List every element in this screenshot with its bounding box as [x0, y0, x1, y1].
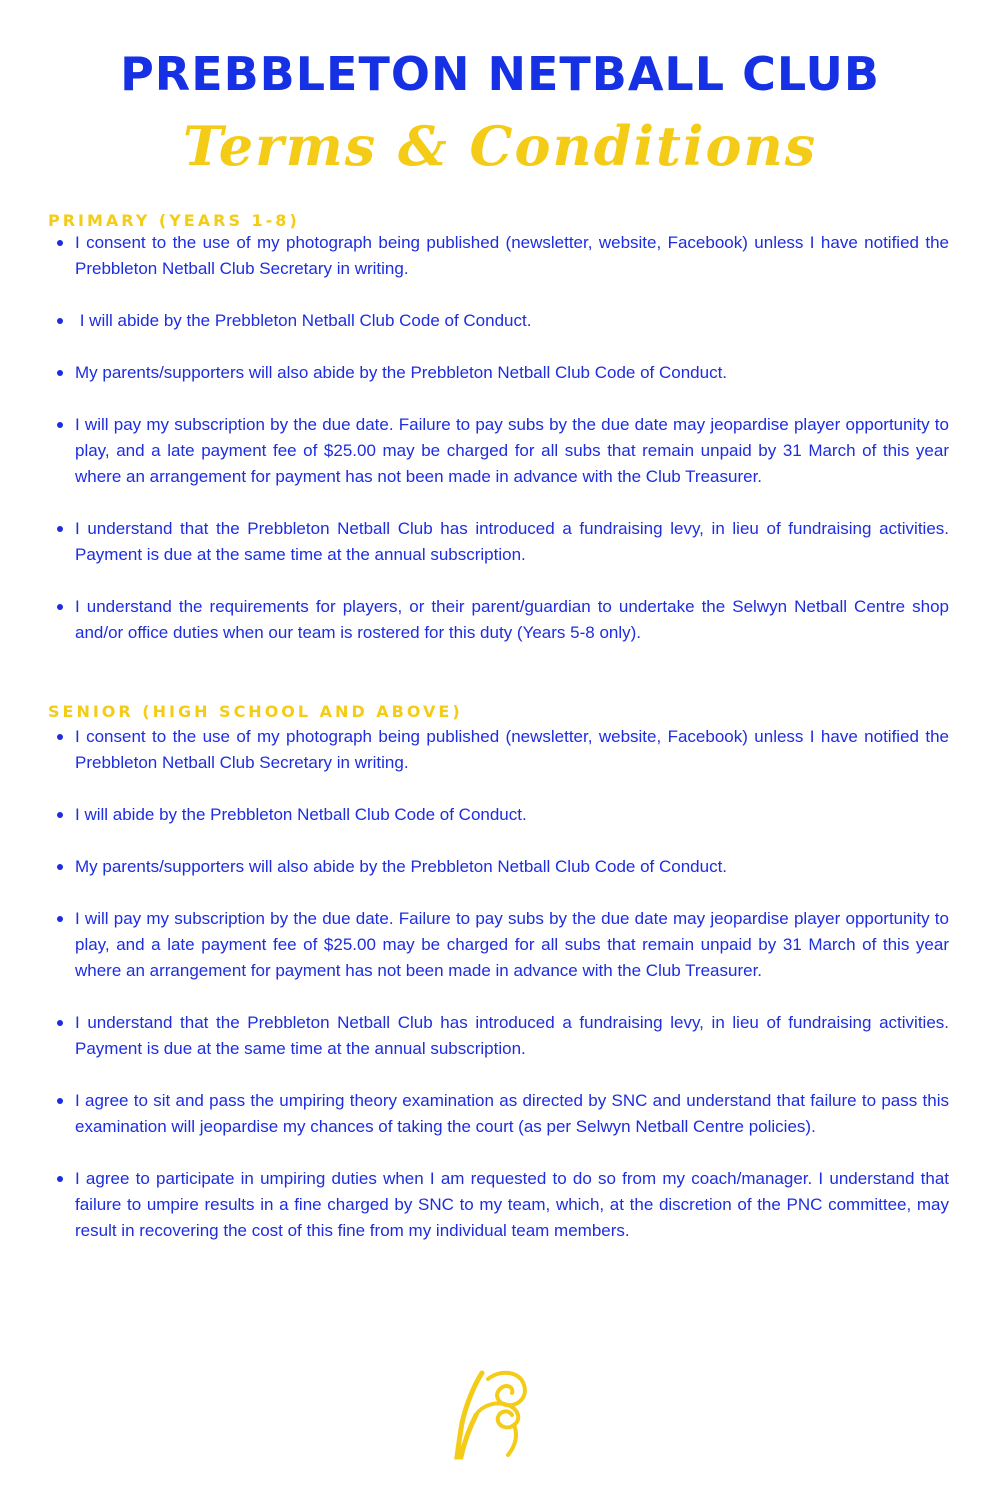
- list-item-text: I consent to the use of my photograph being published (newsletter, website, Facebook) unless I have notified the Prebbleton Netball Club Secretary in writing.: [75, 233, 949, 278]
- list-item-text: I will pay my subscription by the due date. Failure to pay subs by the due date may jeopardise player opportunity to play, and a late payment fee of $25.00 may be charged for all subs that remain unpaid by 31 March of this year where an arrangement for payment has not been made in advance with the Club Treasurer.: [75, 415, 949, 486]
- list-item-text: I consent to the use of my photograph being published (newsletter, website, Facebook) unless I have notified the Prebbleton Netball Club Secretary in writing.: [75, 727, 949, 772]
- bullet-icon: [57, 370, 63, 376]
- bullet-icon: [57, 916, 63, 922]
- list-item-text: I agree to sit and pass the umpiring theory examination as directed by SNC and understand that failure to pass this examination will jeopardise my chances of taking the court (as per Selwyn Netball Centre policies).: [75, 1091, 949, 1136]
- list-item: [56, 802, 949, 828]
- list-item-text: I agree to participate in umpiring duties when I am requested to do so from my coach/manager. I understand that failure to umpire results in a fine charged by SNC to my team, which, at the discretion of the PNC committee, may result in recovering the cost of this fine from my individual team members.: [75, 1169, 949, 1240]
- bullet-icon: [57, 318, 63, 324]
- list-item: [56, 516, 949, 568]
- senior-terms-list: [56, 724, 949, 1244]
- list-item: [56, 1088, 949, 1140]
- bullet-icon: [57, 812, 63, 818]
- bullet-icon: [57, 526, 63, 532]
- list-item: [56, 594, 949, 646]
- bullet-icon: [57, 1098, 63, 1104]
- list-item: [56, 230, 949, 282]
- list-item-text: I will abide by the Prebbleton Netball Club Code of Conduct.: [75, 311, 532, 330]
- list-item-text: I understand that the Prebbleton Netball Club has introduced a fundraising levy, in lieu of fundraising activities. Payment is due at the same time at the annual subscription.: [75, 519, 949, 564]
- list-item-text: I understand the requirements for players, or their parent/guardian to undertake the Selwyn Netball Centre shop and/or office duties when our team is rostered for this duty (Years 5-8 only).: [75, 597, 949, 642]
- list-item: [56, 1010, 949, 1062]
- bullet-icon: [57, 422, 63, 428]
- bullet-icon: [57, 604, 63, 610]
- bullet-icon: [57, 240, 63, 246]
- list-item-text: I understand that the Prebbleton Netball Club has introduced a fundraising levy, in lieu of fundraising activities. Payment is due at the same time at the annual subscription.: [75, 1013, 949, 1058]
- list-item: [56, 724, 949, 776]
- section-heading-primary: PRIMARY (YEARS 1-8): [48, 211, 300, 230]
- list-item: [56, 906, 949, 984]
- list-item: [56, 360, 949, 386]
- club-logo-icon: [452, 1365, 532, 1460]
- bullet-icon: [57, 1020, 63, 1026]
- list-item: [56, 308, 949, 334]
- primary-terms-list: [56, 230, 949, 646]
- list-item: [56, 412, 949, 490]
- terms-subtitle: Terms & Conditions: [182, 114, 818, 178]
- list-item-text: I will pay my subscription by the due date. Failure to pay subs by the due date may jeopardise player opportunity to play, and a late payment fee of $25.00 may be charged for all subs that remain unpaid by 31 March of this year where an arrangement for payment has not been made in advance with the Club Treasurer.: [75, 909, 949, 980]
- bullet-icon: [57, 1176, 63, 1182]
- list-item-text: I will abide by the Prebbleton Netball Club Code of Conduct.: [75, 805, 527, 824]
- section-heading-senior: SENIOR (HIGH SCHOOL AND ABOVE): [48, 702, 463, 721]
- bullet-icon: [57, 864, 63, 870]
- bullet-icon: [57, 734, 63, 740]
- list-item: [56, 854, 949, 880]
- club-title: PREBBLETON NETBALL CLUB: [120, 47, 880, 101]
- list-item-text: My parents/supporters will also abide by the Prebbleton Netball Club Code of Conduct.: [75, 363, 728, 382]
- list-item: [56, 1166, 949, 1244]
- list-item-text: My parents/supporters will also abide by the Prebbleton Netball Club Code of Conduct.: [75, 857, 728, 876]
